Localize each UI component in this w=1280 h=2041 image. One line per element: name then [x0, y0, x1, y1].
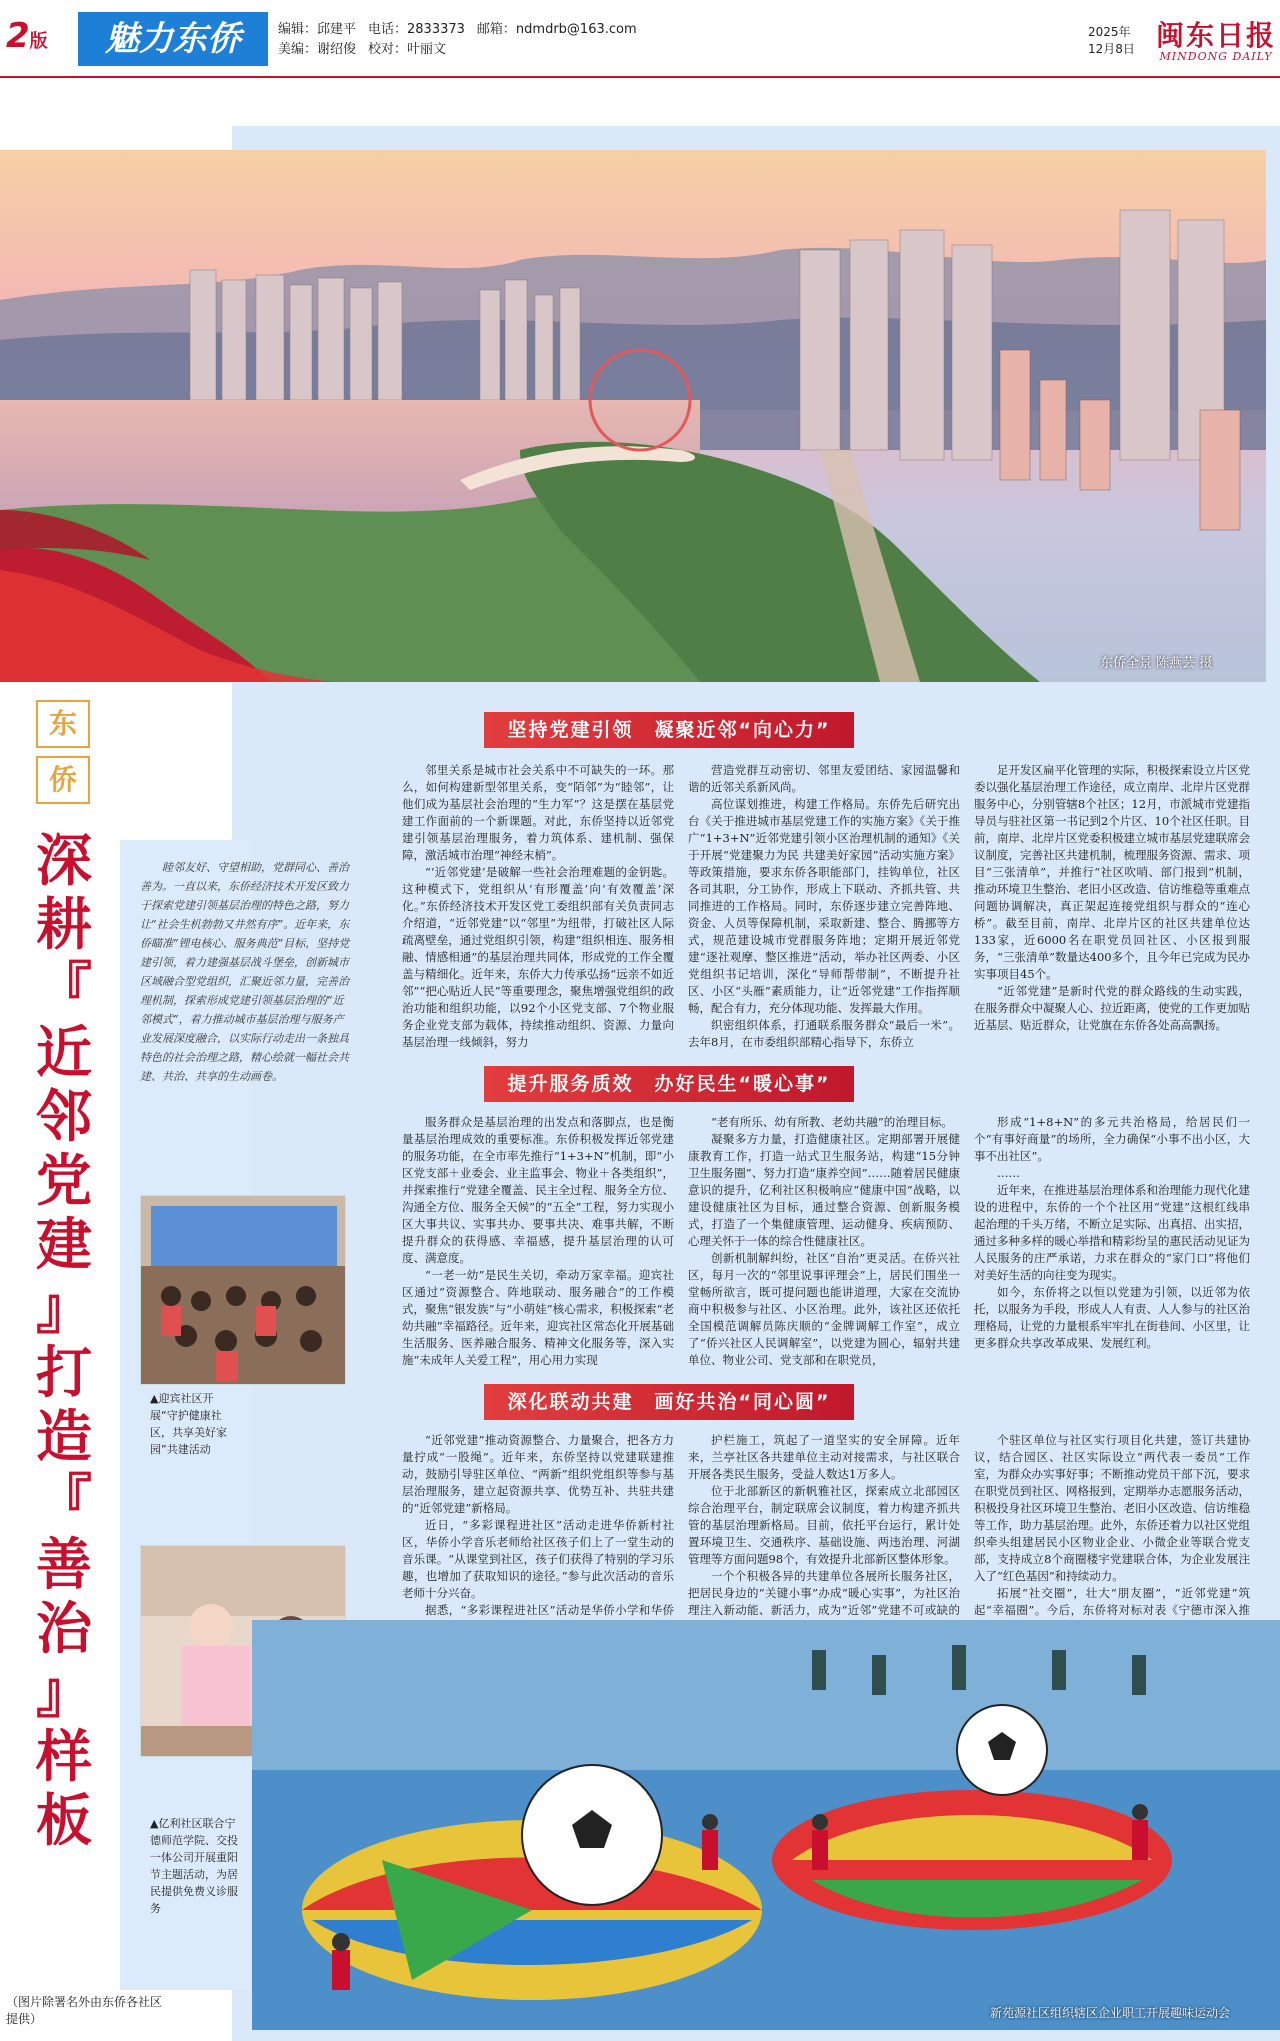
section1-column2: 营造党群互动密切、邻里友爱团结、家园温馨和谐的近邻关系新风尚。 高位谋划推进，构建工作格局。东侨先后研究出台《关于推进城市基层党建工作的实施方案》《关于推广“1+3+N”近邻党建引领小区治理机制的通知》《关于开展“党建聚力为民 共建美好家园”活动实施方案》等政策措施，要求东侨各职能部门，挂钩单位，社区各司其职，分工协作，形成上下联动、齐抓共管、共同推进的工作格局。同时，东侨逐步建立完善阵地、资金、人员等保障机制，采取新建、整合、腾挪等方式，规范建设城市党群服务阵地；定期开展近邻党建“逐社观摩、整区推进”活动，举办社区两委、小区党组织书记培训，深化“导师帮带制”，不断提升社区、小区“头雁”素质能力，让“近邻党建”工作指挥顺畅，配合有力，充分体现功能、发挥最大作用。 织密组织体系，打通联系服务群众“最后一米”。去年8月，在市委组织部精心指导下，东侨立: [688, 763, 960, 1049]
section2-column1: 服务群众是基层治理的出发点和落脚点，也是衡量基层治理成效的重要标准。东侨积极发挥近邻党建的服务功能，在全市率先推行“1+3+N”机制，即“小区党支部＋业委会、业主监事会、物业＋各类组织”，并探索推行“党建全覆盖、民主全过程、服务全方位、沟通全方位、服务全天候”的“五全”工程，努力实现小区大事共议、实事共办、要事共决、难事共解，不断提升群众的获得感、幸福感，提升基层治理的认可度、满意度。 “一老一幼”是民生关切，牵动万家幸福。迎宾社区通过“资源整合、阵地联动、服务融合”的工作模式，聚焦“银发族”与“小萌娃”核心需求，积极探索“老幼共融”幸福路径。近年来，迎宾社区常态化开展基础生活服务、医养融合服务、精神文化服务等，深入实施“未成年人关爱工程”，用心用力实现: [402, 1115, 674, 1367]
section3-column1: “近邻党建”推动资源整合、力量聚合，把各方力量拧成“一股绳”。近年来，东侨坚持以党建联建推动，鼓励引导驻区单位、“两新”组织党组织等参与基层治理服务，建立起资源共享、优势互补、共驻共建的“近邻党建”新格局。 近日，“多彩课程进社区”活动走进华侨新村社区，华侨小学音乐老师给社区孩子们上了一堂生动的音乐课。“从课堂到社区，孩子们获得了特别的学习乐趣，也增加了获取知识的途径。”参与此次活动的音乐老师十分兴奋。 据悉，“多彩课程进社区”活动是华侨小学和华侨: [402, 1433, 674, 1617]
section-title-3: 深化联动共建 画好共治“同心圆”: [484, 1384, 854, 1420]
section2-column3: 形成“1+8+N”的多元共治格局，给居民们一个“有事好商量”的场所，全力确保“小事不出小区，大事不出社区”。 …… 近年来，在推进基层治理体系和治理能力现代化建设的进程中，东侨的一个个社区用“党建”这根红线串起治理的千头万绪，不断立足实际、出真招、出实招，通过多种多样的暖心举措和精彩纷呈的惠民活动见证为人民服务的庄严承诺，力求在群众的“家门口”将他们对美好生活的向往变为现实。 如今，东侨将之以恒以党建为引领，以近邻为依托，以服务为手段，形成人人有责、人人参与的社区治理格局，让党的力量根系牢牢扎在街巷间、小区里，让更多群众共享改革成果、发展红利。: [974, 1115, 1250, 1350]
newspaper-logo: 闽东日报 MINDONG DAILY: [1156, 19, 1277, 63]
section3-column3: 个驻区单位与社区实行项目化共建，签订共建协议，结合园区、社区实际设立“两代表一委员”工作室，为群众办实事好事；不断推动党员干部下沉，要求在职党员到社区、网格报到，定期举办志愿服务活动，积极投身社区环境卫生整治、老旧小区改造、信访维稳等工作，助力基层治理。此外，东侨还着力以社区党组织牵头组建居民小区物业企业、小微企业等联合党支部，支持成立8个商圈楼宇党建联合体，为企业发展注入了“红色基因”和持续动力。 拓展“社交圈”，壮大“朋友圈”，“近邻党建”筑起“幸福圈”。今后，东侨将对标对表《宁德市深入推: [974, 1432, 1250, 1704]
section3-column2: 护栏施工，筑起了一道坚实的安全屏障。近年来，兰亭社区各共建单位主动对接需求，与社区联合开展各类民生服务，受益人数达1万多人。 位于北部新区的新帆雅社区，探索成立北部园区综合治理平台，制定联席会议制度，着力构建齐抓共管的基层治理新格局。目前，依托平台运行，累计处置环境卫生、交通秩序、基础设施、两违治理、河湖管理等方面问题98个，有效提升北部新区整体形象。 一个个积极各异的共建单位各展所长服务社区，把居民身边的“关键小事”办成“暖心实事”，为社区治理注入新动能、新活力，成为“近邻”党建不可或缺的: [688, 1433, 960, 1617]
section-name: 魅力东侨: [78, 12, 268, 66]
place-tag-dong: 东: [36, 700, 90, 748]
caption-photo1: ▲迎宾社区开展“守护健康社区，共享美好家园”共建活动: [150, 1392, 227, 1456]
photo-fun-sports-meet: [252, 1620, 1280, 2030]
place-tag-qiao: 侨: [36, 756, 90, 804]
page-number: 2版: [6, 16, 48, 56]
lead-paragraph: 睦邻友好、守望相助，党群同心、善治善为。一直以来，东侨经济技术开发区致力于探索党建引领基层治理的特色之路，努力让“社会生机勃勃又井然有序”。近年来，东侨瞄准“锂电核心、服务典范”目标，坚持党建引领，着力建强基层战斗堡垒，创新城市区域融合型党组织，汇聚近邻力量，完善治理机制，探索形成党建引领基层治理的“近邻模式”，着力推动城市基层治理与服务产业发展深度融合，以实际行动走出一条独具特色的社会治理之路，精心绘就一幅社会共建、共治、共享的生动画卷。: [140, 861, 350, 1083]
section1-column1: 邻里关系是城市社会关系中不可缺失的一环。那么，如何构建新型邻里关系，变“陌邻”为“睦邻”，让他们成为基层社会治理的“生力军”？这是摆在基层党建工作面前的一个新课题。对此，东侨坚持以近邻党建引领基层治理服务，着力筑体系、建机制、强保障，激活城市治理“神经末梢”。 “‘近邻党建’是破解一些社会治理难题的金钥匙。这种模式下，党组织从‘有形覆盖’向‘有效覆盖’深化。”东侨经济技术开发区党工委组织部有关负责同志介绍道，“近邻党建”以“邻里”为纽带，打破社区人际疏离壁垒，通过党组织引领，构建“组织相连、服务相融、情感相通”的基层治理共同体，形成党的工作全覆盖与精细化。近年来，东侨大力传承弘扬“远亲不如近邻”“把心贴近人民”等重要理念，聚焦增强党组织的政治功能和组织功能，以92个小区党支部、7个物业服务企业党支部为载体，持续推动组织、资源、力量向基层治理一线倾斜，努力: [402, 763, 674, 1049]
section-title-2: 提升服务质效 办好民生“暖心事”: [484, 1066, 854, 1102]
hero-city-panorama-photo: [0, 150, 1266, 682]
issue-date: 2025年 12月8日: [1088, 25, 1135, 56]
hero-photo-credit: 东侨全景 陈燕芸 摄: [1100, 656, 1213, 671]
caption-bottom-photo: 新苑源社区组织辖区企业职工开展趣味运动会: [990, 2006, 1231, 2020]
editorial-credits: 编辑：邱建平 电话：2833373 邮箱：ndmdrb@163.com 美编：谢绍俊 校对：叶丽文: [278, 22, 637, 57]
photo-yingbin-community-event: [140, 1195, 346, 1385]
section2-column2: “老有所乐、幼有所教、老幼共融”的治理目标。 凝聚多方力量，打造健康社区。定期部署开展健康教育工作，打造一站式卫生服务站，构建“15分钟卫生服务圈”、努力打造“康养空间”……随着居民健康意识的提升，亿利社区积极响应“健康中国”战略，以建设健康社区为目标，通过整合资源、创新服务模式，打造了一个集健康管理、运动健身、疾病预防、心理关怀于一体的综合性健康社区。 创新机制解纠纷，社区“自治”更灵活。在侨兴社区，每月一次的“邻里说事评理会”上，居民们围坐一堂畅所欲言，既可提问题也能讲道理，大家在交流协商中积极参与社区、小区治理。此外，该社区还依托全国模范调解员陈庆顺的“金牌调解工作室”，成立了“侨兴社区人民调解室”，以党建为圆心，辐射共建单位、物业公司、党支部和在职党员，: [688, 1115, 960, 1367]
section1-column3: 足开发区扁平化管理的实际，积极探索设立片区党委以强化基层治理工作途径，成立南岸、北岸片区党群服务中心，分别管辖8个社区；12月，市派城市党建指导员与驻社区第一书记到2个片区、10个社区任职。目前，南岸、北岸片区党委积极建立城市基层党建联席会议制度，完善社区共建机制，梳理服务资源、需求、项目“三张清单”，并推行“社区吹哨、部门报到”机制，推动环境卫生整治、老旧小区改造、信访维稳等重难点问题协调解决，真正架起连接党组织与群众的“连心桥”。截至目前，南岸、北岸片区的社区共建单位达133家，近6000名在职党员回社区、小区报到服务，“三张清单”数量达400多个，且今年已完成为民办实事项目45个。 “近邻党建”是新时代党的群众路线的生动实践，在服务群众中凝聚人心、拉近距离，使党的工作更加贴近基层、贴近群众，让党旗在东侨各处高高飘扬。: [974, 763, 1250, 1032]
caption-photo2: ▲亿利社区联合宁德师范学院、交投一体公司开展重阳节主题活动，为居民提供免费义诊服务: [150, 1817, 238, 1915]
photo-credit-note: （图片除署名外由东侨各社区提供）: [6, 1995, 163, 2026]
section-title-1: 坚持党建引领 凝聚近邻“向心力”: [484, 712, 854, 748]
masthead: [0, 0, 1280, 78]
main-headline: 深 耕 『 近 邻 党 建 』 打 造 『 善 治 』 样 板: [36, 829, 92, 1854]
